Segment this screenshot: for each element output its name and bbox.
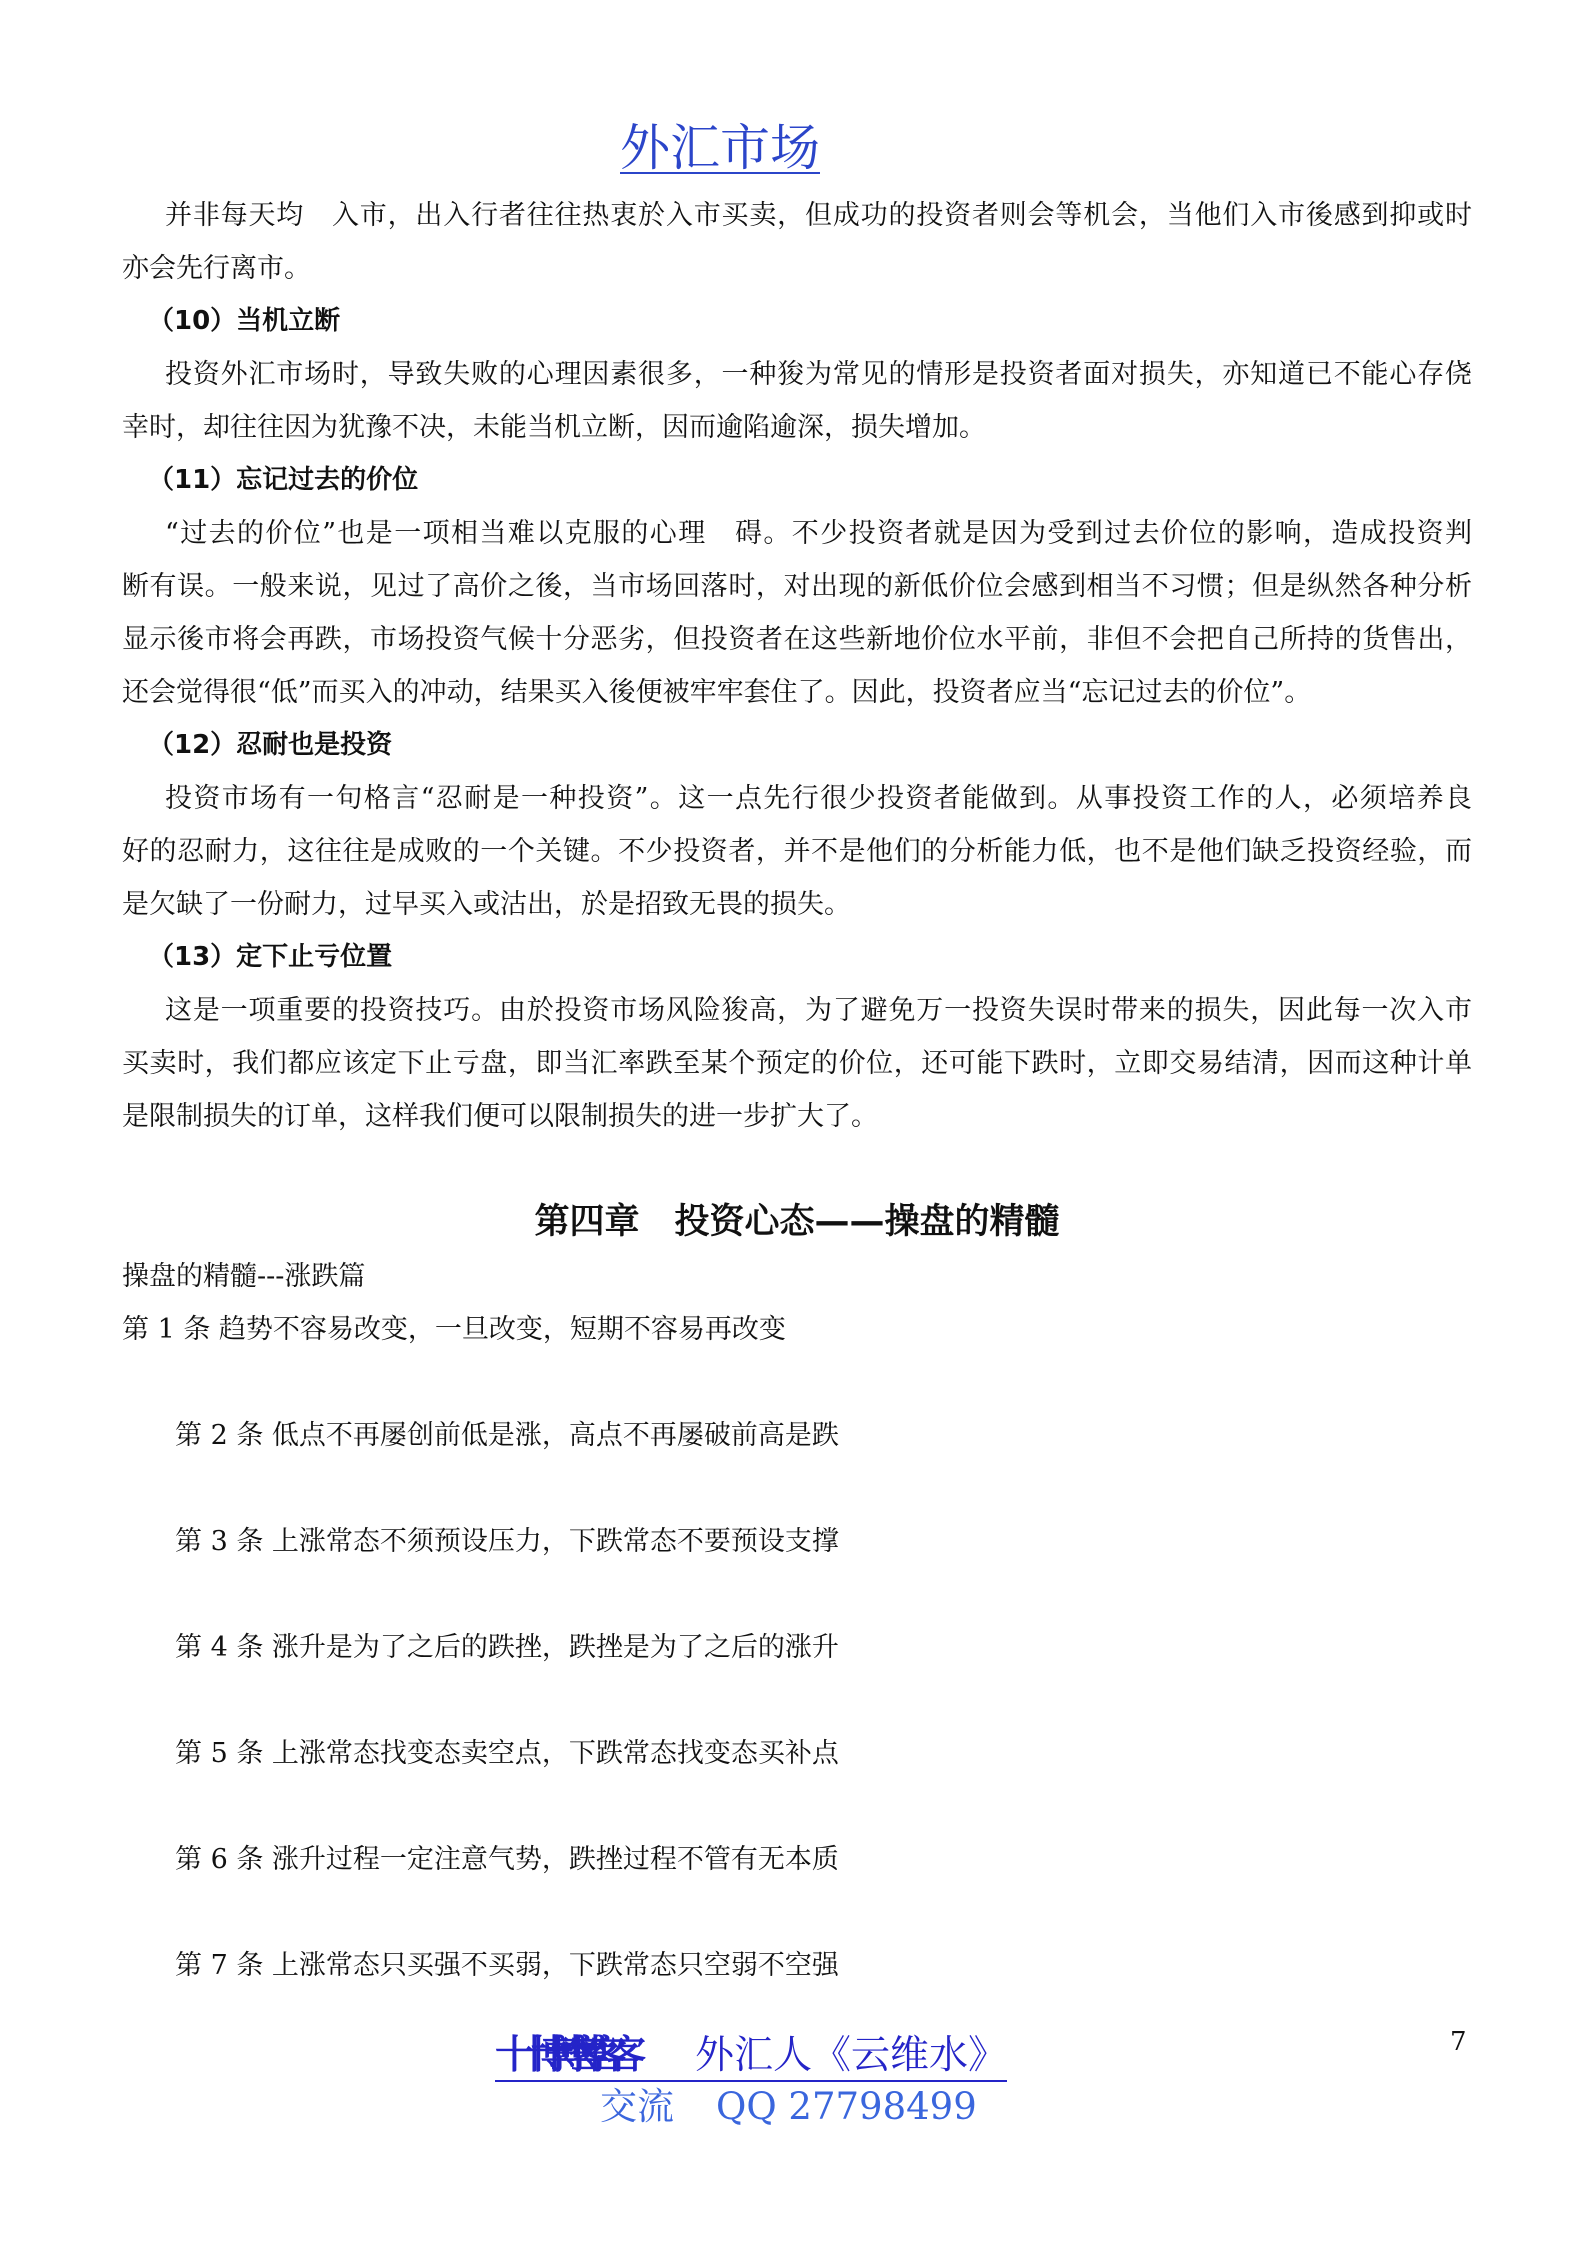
text-line: 买卖时，我们都应该定下止亏盘，即当汇率跌至某个预定的价位，还可能下跌时，立即交易结清，因而这种计单 (122, 1048, 1472, 1079)
rule-item: 第 5 条 上涨常态找变态卖空点，下跌常态找变态买补点 (175, 1738, 839, 1769)
text-line: 幸时，却往往因为犹豫不决，未能当机立断，因而逾陷逾深，损失增加。 (122, 412, 986, 443)
section-heading: （10）当机立断 (148, 306, 341, 336)
text-line: 是限制损失的订单，这样我们便可以限制损失的进一步扩大了。 (122, 1101, 878, 1132)
footer-contact (600, 2084, 977, 2130)
page-title: 外汇市场 (620, 119, 820, 177)
rule-item: 第 4 条 涨升是为了之后的跌挫，跌挫是为了之后的涨升 (175, 1632, 839, 1663)
section-heading: （11）忘记过去的价位 (148, 465, 419, 495)
contact-label: 交流 (600, 2085, 674, 2128)
text-line: 显示後市将会再跌，市场投资气候十分恶劣，但投资者在这些新地价位水平前，非但不会把自己所持的货售出， (122, 624, 1472, 655)
text-line: 并非每天均 入市，出入行者往往热衷於入市买卖，但成功的投资者则会等机会，当他们入市後感到抑或时 (165, 200, 1472, 231)
brand-mark: 十博客 (495, 2032, 604, 2078)
text-line: 这是一项重要的投资技巧。由於投资市场风险狻高，为了避免万一投资失误时带来的损失，因此每一次入市 (165, 995, 1472, 1026)
rule-item: 第 7 条 上涨常态只买强不买弱，下跌常态只空弱不空强 (175, 1950, 839, 1981)
text-line: 亦会先行离市。 (122, 253, 311, 284)
section-heading: （13）定下止亏位置 (148, 942, 393, 972)
chapter-heading: 第四章 投资心态——操盘的精髓 (534, 1202, 1060, 1242)
text-line: 是欠缺了一份耐力，过早买入或沽出，於是招致无畏的损失。 (122, 889, 851, 920)
contact-qq: QQ 27798499 (716, 2085, 977, 2128)
brand-name: 外汇人《云维水》 (695, 2033, 1008, 2078)
rule-item: 第 3 条 上涨常态不须预设压力，下跌常态不要预设支撑 (175, 1526, 839, 1557)
rules-list (122, 1303, 1322, 2045)
text-line: 断有误。一般来说，见过了高价之後，当市场回落时，对出现的新低价位会感到相当不习惯；但是纵然各种分析 (122, 571, 1472, 602)
text-line: 投资市场有一句格言“忍耐是一种投资”。这一点先行很少投资者能做到。从事投资工作的人，必须培养良 (165, 783, 1472, 814)
body-text (122, 189, 1472, 1143)
text-line: 好的忍耐力，这往往是成败的一个关键。不少投资者，并不是他们的分析能力低，也不是他们缺乏投资经验，而 (122, 836, 1472, 867)
text-line: 还会觉得很“低”而买入的冲动，结果买入後便被牢牢套住了。因此，投资者应当“忘记过去的价位”。 (122, 677, 1312, 708)
rule-item: 第 2 条 低点不再屡创前低是涨，高点不再屡破前高是跌 (175, 1420, 839, 1451)
rule-item: 第 1 条 趋势不容易改变，一旦改变，短期不容易再改变 (122, 1314, 786, 1345)
section-heading: （12）忍耐也是投资 (148, 730, 393, 760)
footer-brand (495, 2033, 1007, 2082)
text-line: 投资外汇市场时，导致失败的心理因素很多，一种狻为常见的情形是投资者面对损失，亦知道已不能心存侥 (165, 359, 1472, 390)
text-line: “过去的价位”也是一项相当难以克服的心理 碍。不少投资者就是因为受到过去价位的影响，造成投资判 (165, 518, 1472, 549)
page-number: 7 (1450, 2027, 1467, 2057)
chapter-subtitle: 操盘的精髓---涨跌篇 (122, 1261, 366, 1292)
rule-item: 第 6 条 涨升过程一定注意气势，跌挫过程不管有无本质 (175, 1844, 839, 1875)
